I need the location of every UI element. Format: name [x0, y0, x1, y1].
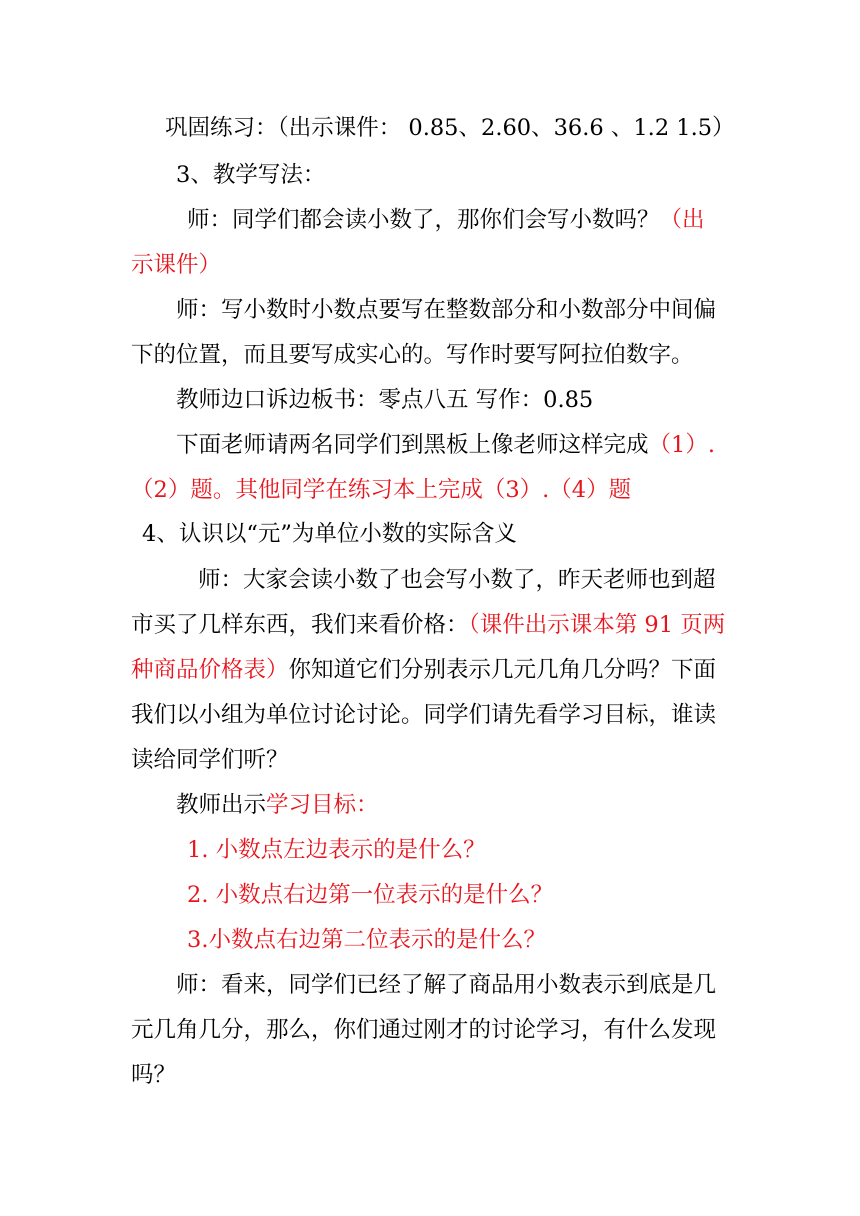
text-segment: 下面老师请两名同学们到黑板上像老师这样完成: [176, 432, 649, 458]
text-segment: 师：写小数时小数点要写在整数部分和小数部分中间偏: [176, 297, 717, 323]
text-segment: 读给同学们听？: [131, 747, 289, 773]
text-line-7: [176, 384, 593, 416]
text-line-22: [131, 1059, 176, 1091]
text-line-4: [131, 249, 221, 281]
text-line-19: [187, 924, 546, 956]
text-segment: 巩固练习：（出示课件： 0.85、2.60、36.6 、1.2 1.5）: [165, 115, 735, 141]
text-segment-red: 学习目标：: [266, 792, 379, 818]
text-line-3: [187, 204, 705, 236]
text-line-14: [131, 699, 716, 731]
text-segment: 4、认识以“元”为单位小数的实际含义: [142, 521, 517, 547]
text-segment-red: （课件出示课本第 91 页两: [468, 612, 726, 638]
text-line-5: [176, 294, 716, 326]
text-line-6: [131, 339, 694, 371]
text-segment-red: （2）题。其他同学在练习本上完成（3）.（4）题: [131, 477, 632, 503]
text-line-21: [131, 1014, 716, 1046]
text-segment-red: 2. 小数点右边第一位表示的是什么？: [187, 882, 554, 908]
text-segment: 教师出示: [176, 792, 267, 818]
text-line-8: [176, 429, 715, 461]
text-line-15: [131, 744, 289, 776]
text-line-11: [198, 564, 716, 596]
text-segment: 我们以小组为单位讨论讨论。同学们请先看学习目标，谁读: [131, 702, 717, 728]
text-segment-red: 示课件）: [131, 252, 222, 278]
text-line-1: [165, 112, 735, 144]
text-line-16: [176, 789, 379, 821]
text-segment: 师：同学们都会读小数了，那你们会写小数吗？: [187, 207, 660, 233]
text-line-9: [131, 474, 631, 506]
text-segment-red: 1. 小数点左边表示的是什么？: [187, 837, 486, 863]
text-segment: 吗？: [131, 1062, 177, 1088]
text-segment-red: （出: [659, 207, 705, 233]
text-line-13: [131, 654, 716, 686]
text-segment-red: （1）.: [648, 432, 715, 458]
text-segment: 你知道它们分别表示几元几角几分吗？下面: [288, 657, 717, 683]
text-segment: 市买了几样东西，我们来看价格：: [131, 612, 469, 638]
text-line-12: [131, 609, 725, 641]
text-segment: 3、教学写法：: [176, 162, 326, 188]
text-segment: 教师边口诉边板书：零点八五 写作：0.85: [176, 387, 594, 413]
text-segment: 下的位置，而且要写成实心的。写作时要写阿拉伯数字。: [131, 342, 694, 368]
text-segment: 师：看来，同学们已经了解了商品用小数表示到底是几: [176, 972, 717, 998]
text-line-10: [142, 518, 517, 550]
text-segment-red: 种商品价格表）: [131, 657, 289, 683]
text-line-20: [176, 969, 716, 1001]
text-segment: 师：大家会读小数了也会写小数了，昨天老师也到超: [198, 567, 716, 593]
text-line-17: [187, 834, 486, 866]
text-segment: 元几角几分，那么，你们通过刚才的讨论学习，有什么发现: [131, 1017, 717, 1043]
text-segment-red: 3.小数点右边第二位表示的是什么？: [187, 927, 546, 953]
text-line-18: [187, 879, 553, 911]
text-line-2: [176, 159, 325, 191]
